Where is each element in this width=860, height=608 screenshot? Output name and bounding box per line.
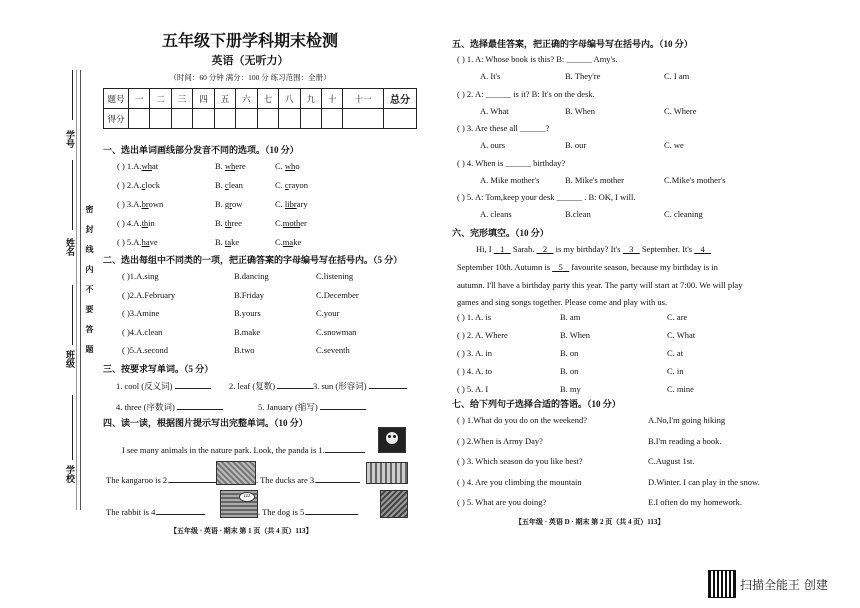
kangaroo-picture <box>216 461 256 485</box>
s5-option-c: C.Mike's mother's <box>664 174 726 185</box>
phonics-rest: ree <box>231 218 242 228</box>
s3-item-label: 1. cool (反义词) <box>116 381 173 391</box>
phonics-underlined: c <box>284 180 289 190</box>
s2-option-b: B.two <box>234 345 255 355</box>
phonics-rest: er <box>300 218 307 228</box>
dog-picture <box>380 490 408 518</box>
side-label-school: 学校 <box>65 465 75 483</box>
sleep-bubble: zzz <box>239 492 255 502</box>
score-input[interactable] <box>193 109 214 129</box>
s2-option-b: B.make <box>234 326 261 337</box>
s4-text: I see many animals in the nature park. Look, the panda is 1. <box>122 445 325 455</box>
s6-passage-line-3: autumn. I'll have a birthday party this year. The party will start at 7:00. We will play <box>457 280 743 290</box>
side-label-student-id: 学号 <box>65 130 75 148</box>
s2-option-c: C.listening <box>316 271 354 281</box>
s7-answer: A.No,I'm going hiking <box>648 415 726 425</box>
s2-option-a: ( )5.A.second <box>122 345 169 355</box>
option-letter: C. <box>275 237 283 247</box>
phonics-rest: ary <box>296 199 308 209</box>
s5-option-b: B.clean <box>565 209 591 219</box>
cloze-blank-3[interactable] <box>623 244 640 254</box>
s4-text: The kangaroo is 2. <box>106 475 170 485</box>
phonics-rest: ow <box>232 199 243 209</box>
score-input[interactable] <box>384 109 417 129</box>
section-4-title: 四、读一读，根据图片提示写出完整单词。（10 分） <box>103 418 308 428</box>
student-id-line <box>72 70 73 120</box>
panda-picture <box>378 427 406 453</box>
s5-question: ( ) 4. When is ______ birthday? <box>457 157 566 168</box>
s5-option-b: B. They're <box>565 71 601 81</box>
score-cell: 一 <box>129 89 150 109</box>
phonics-rest: at <box>151 161 159 171</box>
s5-option-a: A. cleans <box>480 209 512 219</box>
score-row-label: 得分 <box>104 109 129 129</box>
s4-text: The rabbit is 4. <box>106 507 158 517</box>
cloze-number: 1 <box>500 244 505 254</box>
option-letter: C. <box>275 161 285 171</box>
s6-option-c: C. at <box>667 348 684 358</box>
phonics-underlined: th <box>224 218 232 228</box>
exam-meta: （时间：60 分钟 满分：100 分 练习范围：全册） <box>169 73 331 82</box>
s5-option-b: B. When <box>565 105 596 116</box>
score-cell: 八 <box>279 89 300 109</box>
s6-passage-line-4: games and sing songs together. Please come and play with us. <box>457 297 668 307</box>
s6-option-b: B. my <box>560 384 581 394</box>
phonics-rest: in <box>148 218 155 228</box>
phonics-rest: lock <box>145 180 160 190</box>
answer-blank[interactable] <box>369 380 407 389</box>
scanner-watermark: 扫描全能王 创建 <box>740 578 828 592</box>
score-cell: 总分 <box>384 89 417 109</box>
s6-option-b: B. on <box>560 348 579 358</box>
s2-option-c: C.seventh <box>316 345 350 355</box>
phonics-underlined: moth <box>282 218 301 228</box>
option-letter: B. <box>215 180 225 190</box>
s4-line-3b <box>258 506 358 517</box>
s1-option-c <box>275 218 307 228</box>
answer-blank[interactable] <box>169 474 221 483</box>
s3-item-label: 4. three (序数词) <box>116 402 175 412</box>
s7-question: ( ) 4. Are you climbing the mountain <box>457 476 582 487</box>
footer-left: 【五年级 · 英语 · 期末 第 1 页（共 4 页）113】 <box>170 527 313 535</box>
score-cell: 六 <box>236 89 257 109</box>
section-7-title: 七、给下列句子选择合适的答语。（10 分） <box>452 399 621 409</box>
s1-option-a <box>117 161 158 171</box>
s6-text: Sarah. <box>510 244 537 254</box>
s7-answer: E.I often do my homework. <box>648 497 742 507</box>
s3-item-3 <box>313 380 407 392</box>
cloze-number: 5 <box>558 262 563 272</box>
score-input[interactable] <box>214 109 235 129</box>
side-label-class: 班级 <box>65 350 75 368</box>
section-6-title: 六、完形填空。（10 分） <box>452 228 549 238</box>
phonics-underlined: c <box>224 180 229 190</box>
s6-option-a: ( ) 2. A. Where <box>457 330 508 340</box>
phonics-underlined: gr <box>224 199 233 209</box>
s2-option-a: ( )2.A.February <box>122 289 176 300</box>
s1-option-b <box>215 180 243 190</box>
s7-question: ( ) 1.What do you do on the weekend? <box>457 415 588 425</box>
option-letter: C. <box>275 199 285 209</box>
s6-option-a: ( ) 5. A. I <box>457 384 489 394</box>
score-cell: 五 <box>214 89 235 109</box>
phonics-rest: ke <box>231 237 240 247</box>
score-cell: 十一 <box>343 89 384 109</box>
section-1-title: 一、选出单词画线部分发音不同的选项。（10 分） <box>103 145 299 155</box>
s4-line-1 <box>122 444 365 455</box>
s5-option-a: A. Mike mother's <box>480 174 540 185</box>
s6-option-c: C. mine <box>667 384 694 394</box>
answer-blank[interactable] <box>306 506 358 515</box>
s6-option-b: B. When <box>560 330 591 340</box>
s6-text: favourite season, because my birthday is in <box>569 262 718 272</box>
s1-question-number: ( ) 4.A. <box>117 218 142 228</box>
s5-option-b: B. Mike's mother <box>565 174 624 185</box>
s6-text: September 10th. Autumn is <box>457 262 553 272</box>
s1-option-c <box>275 237 301 247</box>
s5-option-c: C. cleaning <box>664 209 703 219</box>
phonics-underlined: br <box>141 199 149 209</box>
s7-answer: C.August 1st. <box>648 456 695 466</box>
s6-text: Hi, I <box>476 244 494 254</box>
s6-option-c: C. in <box>667 366 684 376</box>
s3-item-4 <box>116 401 223 413</box>
s2-option-b: B.dancing <box>234 271 269 281</box>
score-cell: 四 <box>193 89 214 109</box>
answer-blank[interactable] <box>277 380 313 389</box>
score-input[interactable] <box>236 109 257 129</box>
phonics-rest: own <box>148 199 164 209</box>
phonics-underlined: ha <box>141 237 150 247</box>
s4-line-2 <box>106 474 221 485</box>
score-input[interactable] <box>300 109 321 129</box>
score-cell: 二 <box>150 89 171 109</box>
s1-option-c <box>275 199 308 209</box>
s1-option-a <box>117 180 160 190</box>
exam-title: 五年级下册学科期末检测 <box>161 33 338 50</box>
score-cell: 七 <box>257 89 278 109</box>
s6-option-a: ( ) 4. A. to <box>457 366 492 376</box>
footer-right: 【五年级 · 英语 D · 期末 第 2 页（共 4 页）113】 <box>515 518 665 526</box>
s1-option-b <box>215 237 239 247</box>
s5-question: ( ) 1. A: Whose book is this? B: ______ Amy's. <box>457 54 618 64</box>
phonics-underlined: libr <box>284 199 297 209</box>
cloze-blank-5[interactable] <box>552 262 569 272</box>
s1-option-a <box>117 199 163 209</box>
phonics-underlined: ma <box>282 237 294 247</box>
s5-option-a: A. What <box>480 105 509 116</box>
score-input[interactable] <box>171 109 192 129</box>
ducks-picture <box>366 462 408 484</box>
phonics-underlined: wh <box>224 161 236 171</box>
section-3-title: 三、按要求写单词。（5 分） <box>103 364 214 374</box>
s2-option-a: ( )1.A.sing <box>122 271 159 281</box>
s3-item-label: 3. sun (形容词) <box>313 381 367 391</box>
s6-option-c: C. What <box>667 330 696 340</box>
s2-option-b: B.Friday <box>234 289 264 300</box>
score-input[interactable] <box>129 109 150 129</box>
phonics-rest: lean <box>228 180 243 190</box>
s1-option-c <box>275 161 300 171</box>
s3-item-1 <box>116 380 211 392</box>
class-line <box>72 285 73 345</box>
s3-item-label: 2. leaf (复数) <box>229 381 276 391</box>
s2-option-c: C.snowman <box>316 326 357 337</box>
phonics-rest: ere <box>235 161 246 171</box>
s1-question-number: ( ) 5.A. <box>117 237 142 247</box>
s1-question-number: ( ) 1.A. <box>117 161 142 171</box>
score-input[interactable] <box>279 109 300 129</box>
s3-item-5 <box>258 401 366 413</box>
cloze-blank-2[interactable] <box>536 244 553 254</box>
phonics-rest: o <box>295 161 300 171</box>
option-letter: C. <box>275 180 285 190</box>
s6-option-b: B. am <box>560 312 581 322</box>
answer-blank[interactable] <box>175 380 211 389</box>
exam-subtitle: 英语（无听力） <box>211 55 289 67</box>
s6-option-a: ( ) 3. A. in <box>457 348 492 358</box>
s1-question-number: ( ) 2.A. <box>117 180 142 190</box>
s7-question: ( ) 2.When is Army Day? <box>457 435 543 446</box>
s4-text: . The dog is 5. <box>258 507 307 517</box>
s5-question: ( ) 2. A: ______ is it? B: It's on the desk. <box>457 88 595 99</box>
answer-blank[interactable] <box>325 444 365 453</box>
s5-option-b: B. our <box>565 140 587 150</box>
score-input[interactable] <box>150 109 171 129</box>
phonics-rest: rayon <box>288 180 309 190</box>
qr-code-icon <box>708 570 736 598</box>
option-letter: B. <box>215 237 225 247</box>
binding-line <box>80 70 81 510</box>
option-letter: B. <box>215 218 225 228</box>
s7-question: ( ) 5. What are you doing? <box>457 497 547 507</box>
score-cell: 三 <box>171 89 192 109</box>
answer-blank[interactable] <box>157 506 205 515</box>
s1-option-a <box>117 218 155 228</box>
s1-option-c <box>275 180 308 190</box>
s5-option-c: C. I am <box>664 71 690 81</box>
s1-question-number: ( ) 3.A. <box>117 199 142 209</box>
cloze-number: 4 <box>700 244 705 254</box>
rabbit-picture <box>220 490 258 518</box>
s2-option-b: B.yours <box>234 308 261 318</box>
s2-option-a: ( )4.A.clean <box>122 326 163 337</box>
s2-option-a: ( )3.Amine <box>122 308 160 318</box>
phonics-underlined: ta <box>224 237 232 247</box>
s6-passage-line-1 <box>476 244 711 254</box>
s7-answer: D.Winter. I can play in the snow. <box>648 476 760 487</box>
score-input[interactable] <box>343 109 384 129</box>
s1-option-b <box>215 199 242 209</box>
s7-answer: B.I'm reading a book. <box>648 435 722 446</box>
s6-text: September. It's <box>639 244 695 254</box>
name-line <box>72 160 73 230</box>
s6-passage-line-2 <box>457 262 718 272</box>
section-5-title: 五、选择最佳答案，把正确的字母编号写在括号内。（10 分） <box>452 39 693 49</box>
s1-option-b <box>215 161 246 171</box>
score-input[interactable] <box>257 109 278 129</box>
s6-option-a: ( ) 1. A. is <box>457 312 491 322</box>
cloze-blank-1[interactable] <box>494 244 511 254</box>
s5-option-a: A. ours <box>480 140 506 150</box>
s5-question: ( ) 5. A: Tom,keep your desk ______ . B: OK, I will. <box>457 192 636 202</box>
s4-line-3 <box>106 506 205 517</box>
section-2-title: 二、选出每组中不同类的一项，把正确答案的字母编号写在括号内。（5 分） <box>103 255 403 265</box>
answer-blank[interactable] <box>316 474 360 483</box>
s6-option-b: B. on <box>560 366 579 376</box>
phonics-underlined: wh <box>284 161 296 171</box>
score-cell: 九 <box>300 89 321 109</box>
s5-question: ( ) 3. Are these all ______? <box>457 123 550 133</box>
score-input[interactable] <box>321 109 342 129</box>
phonics-underlined: c <box>141 180 146 190</box>
s6-option-c: C. are <box>667 312 688 322</box>
option-letter: B. <box>215 161 225 171</box>
s2-option-c: C.December <box>316 289 359 300</box>
s1-option-b <box>215 218 242 228</box>
s7-question: ( ) 3. Which season do you like best? <box>457 456 583 466</box>
s3-item-2 <box>229 380 313 392</box>
phonics-underlined: wh <box>141 161 152 171</box>
phonics-underlined: th <box>141 218 149 228</box>
s2-option-c: C.your <box>316 308 340 318</box>
phonics-rest: ve <box>149 237 158 247</box>
score-table <box>103 88 417 129</box>
score-cell: 题号 <box>104 89 129 109</box>
answer-blank[interactable] <box>177 401 223 410</box>
s5-option-c: C. we <box>664 140 684 150</box>
seal-line-text: 密 封 线 内 不 要 答 题 <box>85 205 94 358</box>
s6-text: is my birthday? It's <box>553 244 623 254</box>
score-cell: 十 <box>321 89 342 109</box>
cloze-number: 2 <box>542 244 548 254</box>
option-letter: C. <box>275 218 283 228</box>
answer-blank[interactable] <box>320 401 366 410</box>
s5-option-a: A. It's <box>480 71 501 81</box>
s1-option-a <box>117 237 158 247</box>
phonics-rest: ke <box>293 237 302 247</box>
s4-line-2b <box>256 474 360 485</box>
option-letter: B. <box>215 199 225 209</box>
side-label-name: 姓名 <box>65 238 75 256</box>
cloze-number: 3 <box>629 244 634 254</box>
school-line <box>72 395 73 460</box>
s5-option-c: C. Where <box>664 105 697 116</box>
cloze-blank-4[interactable] <box>694 244 711 254</box>
s3-item-label: 5. January (缩写) <box>258 402 318 412</box>
s4-text: . The ducks are 3. <box>256 475 317 485</box>
